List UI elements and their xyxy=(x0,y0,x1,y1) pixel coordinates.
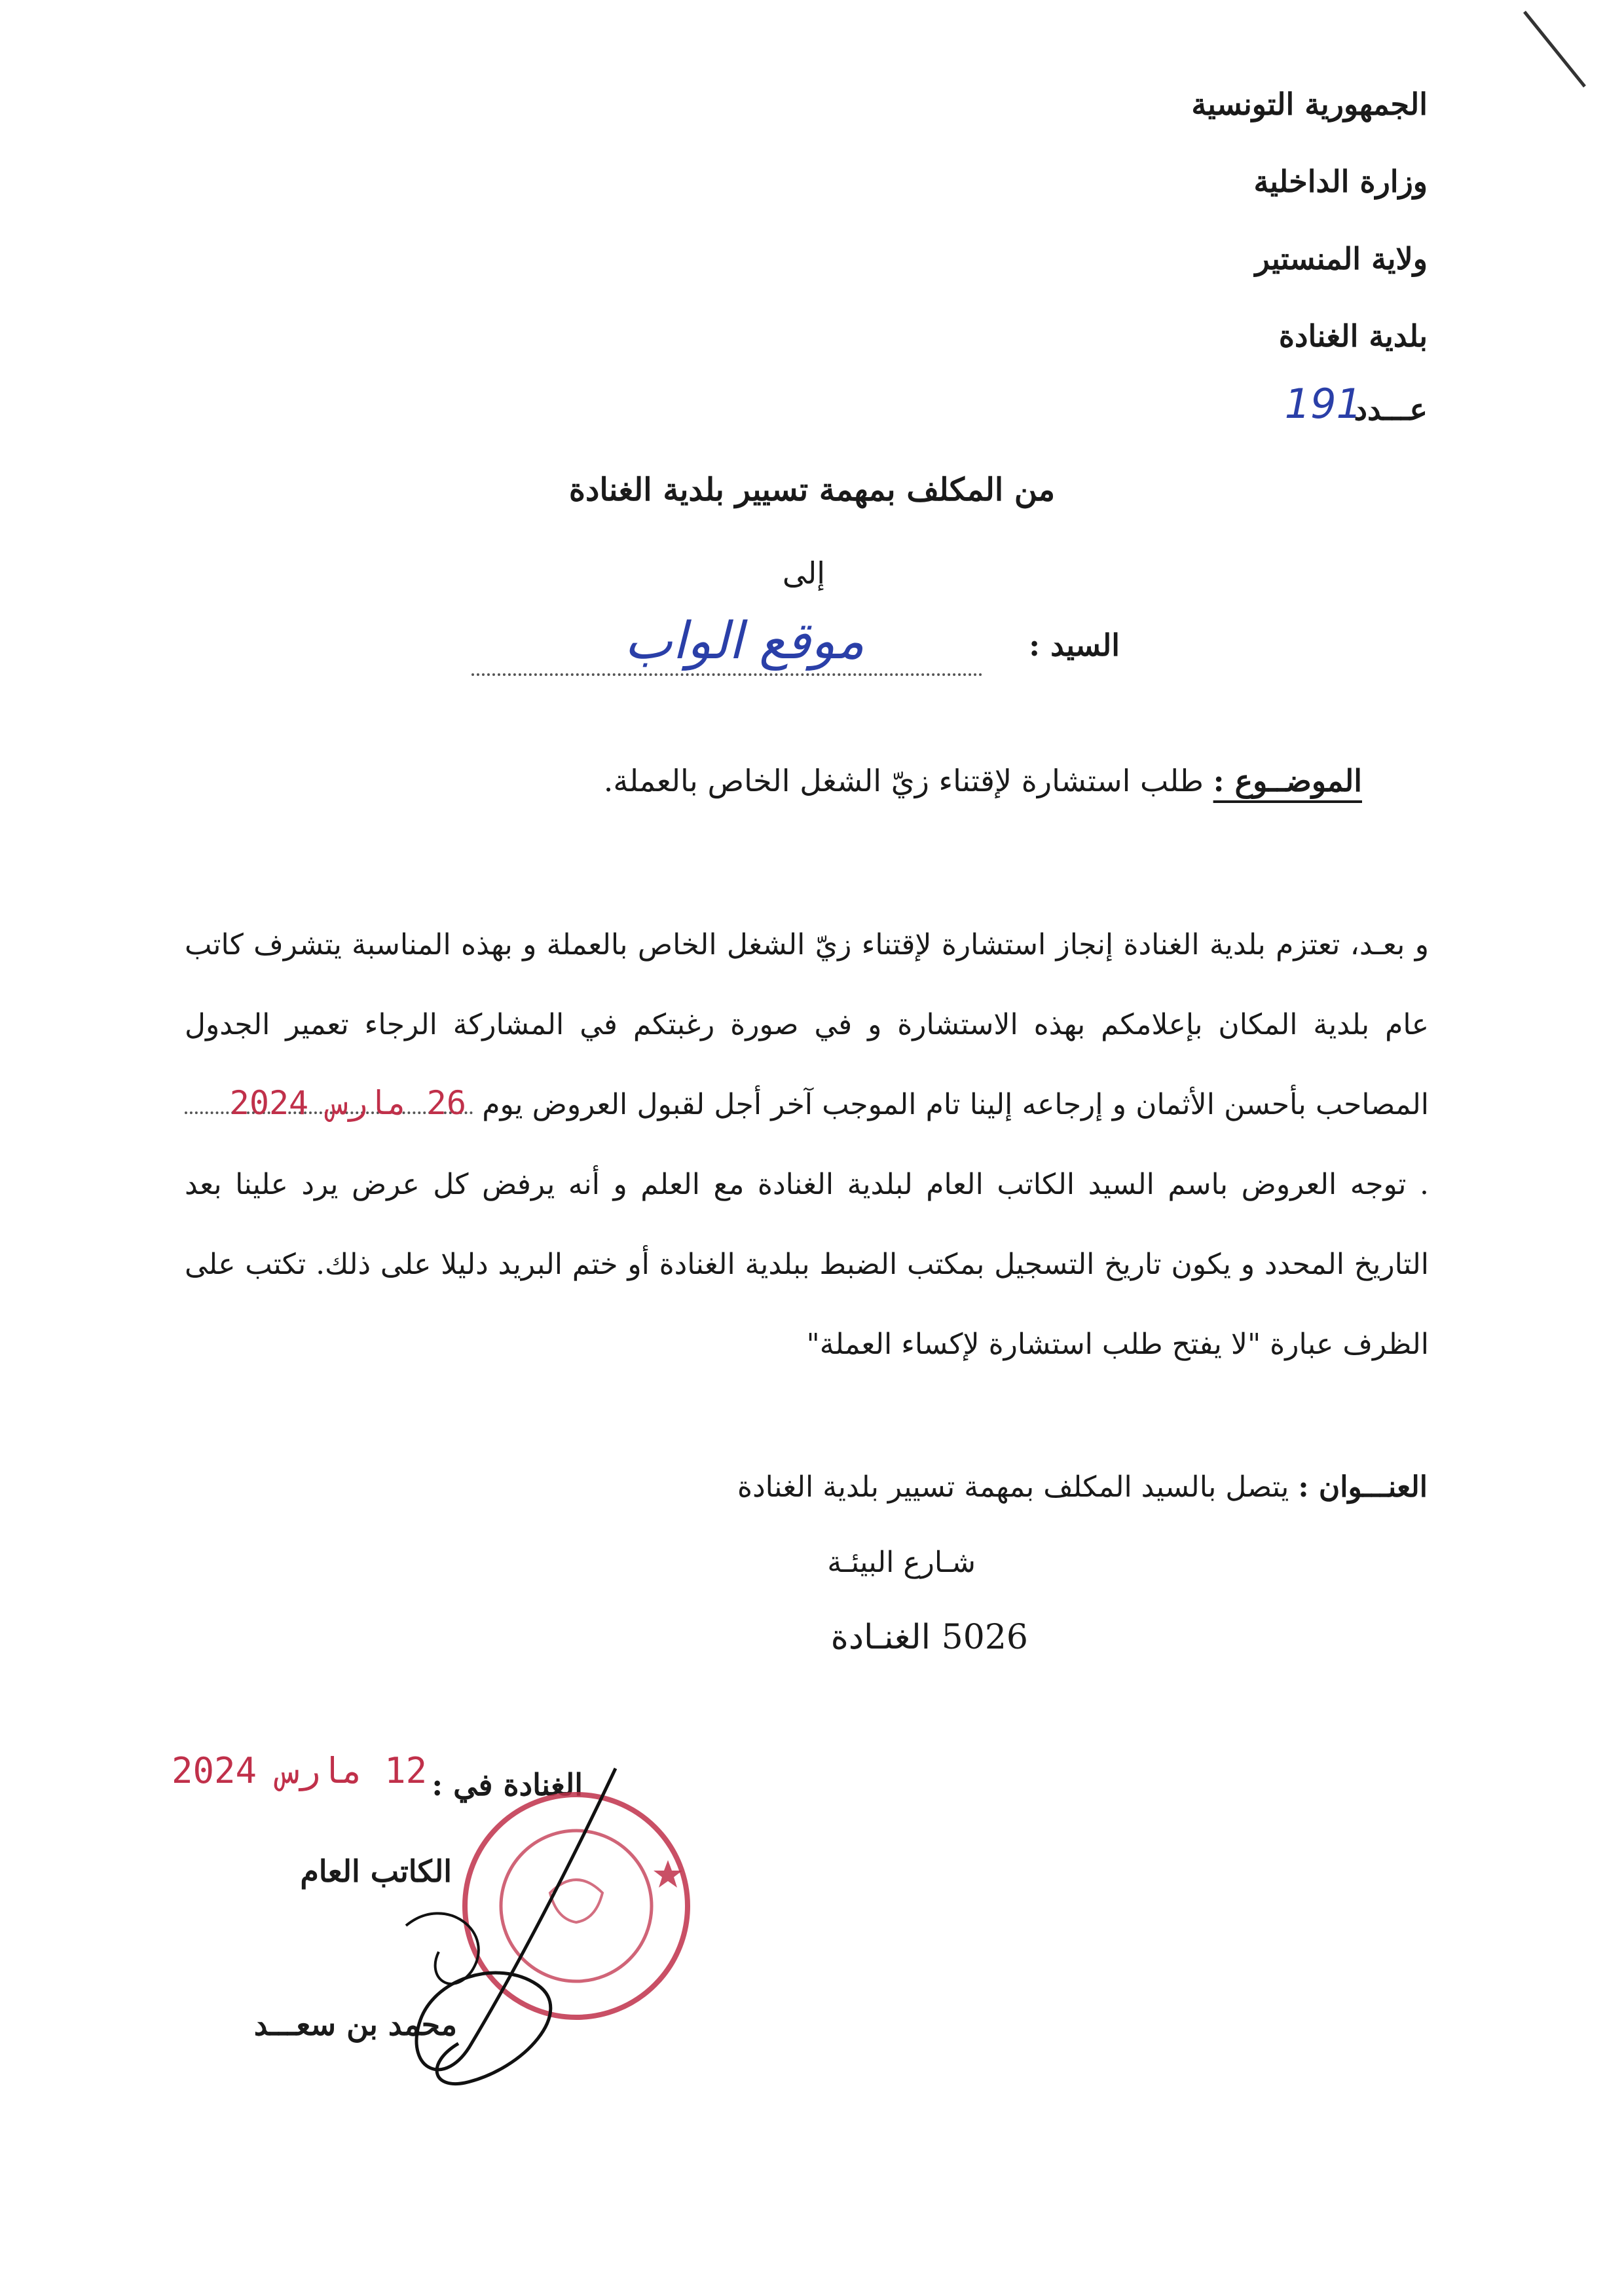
corner-mark xyxy=(1519,7,1591,92)
to-label: إلى xyxy=(782,555,825,591)
address-contact: يتصل بالسيد المكلف بمهمة تسيير بلدية الغنادة xyxy=(737,1470,1289,1504)
body-paragraph xyxy=(185,905,1429,1385)
signature-name: محمد بن سعـــد xyxy=(253,2007,457,2042)
subject-text: طلب استشارة لإقتناء زيّ الشغل الخاص بالعملة. xyxy=(603,763,1204,798)
subject-label: الموضــوع : xyxy=(1213,763,1362,798)
header-governorate: ولاية المنستير xyxy=(1255,241,1428,276)
signature-title: الكاتب العام xyxy=(300,1854,452,1889)
number-label: عـــدد xyxy=(1354,392,1428,427)
body-part1: و بعـد، تعتزم بلدية الغنادة إنجاز استشارة لإقتناء زيّ الشغل الخاص بالعملة و بهذه المناسبة يتشرف كاتب عام بلدية المكان بإعلامكم بهذه الاستشارة و في صورة رغبتكم في المشاركة الرجاء تعمير الجدول المصاحب بأحسن الأثمان و إرجاعه إلينا تام الموجب آخر أجل لقبول العروض يوم xyxy=(185,928,1429,1121)
header-republic: الجمهورية التونسية xyxy=(1191,86,1428,122)
recipient-label: السيد : xyxy=(1029,627,1120,663)
address-city: 5026 الغنـادة xyxy=(830,1618,1028,1657)
handwritten-signature xyxy=(367,1762,642,2102)
sender-line: من المكلف بمهمة تسيير بلدية الغنادة xyxy=(568,472,1056,508)
reference-number xyxy=(1166,380,1428,439)
deadline-stamp: 26 مارس 2024 xyxy=(229,1084,466,1122)
address-label: العنـــوان : xyxy=(1298,1470,1428,1504)
recipient-handwritten: موقع الواب xyxy=(624,612,864,671)
address-line1 xyxy=(380,1470,1428,1504)
deadline-field xyxy=(185,1077,473,1122)
subject-line xyxy=(183,763,1362,798)
header-ministry: وزارة الداخلية xyxy=(1253,164,1428,199)
body-part2: . توجه العروض باسم السيد الكاتب العام لبلدية الغنادة مع العلم و أنه يرفض كل عرض يرد علينا بعد التاريخ المحدد و يكون تاريخ التسجيل بمكتب الضبط ببلدية الغنادة أو ختم البريد دليلا على ذلك. تكتب على الظرف عبارة "لا يفتح طلب استشارة لإكساء العملة" xyxy=(185,1168,1429,1361)
address-street: شـارع البيئـة xyxy=(827,1546,976,1579)
number-handwritten: 191 xyxy=(1284,380,1362,428)
signature-place: الغنادة في : xyxy=(432,1767,583,1802)
signature-date-stamp: 12 مارس 2024 xyxy=(172,1750,428,1791)
recipient-line xyxy=(334,612,1120,688)
header-municipality: بلدية الغنادة xyxy=(1278,318,1428,354)
